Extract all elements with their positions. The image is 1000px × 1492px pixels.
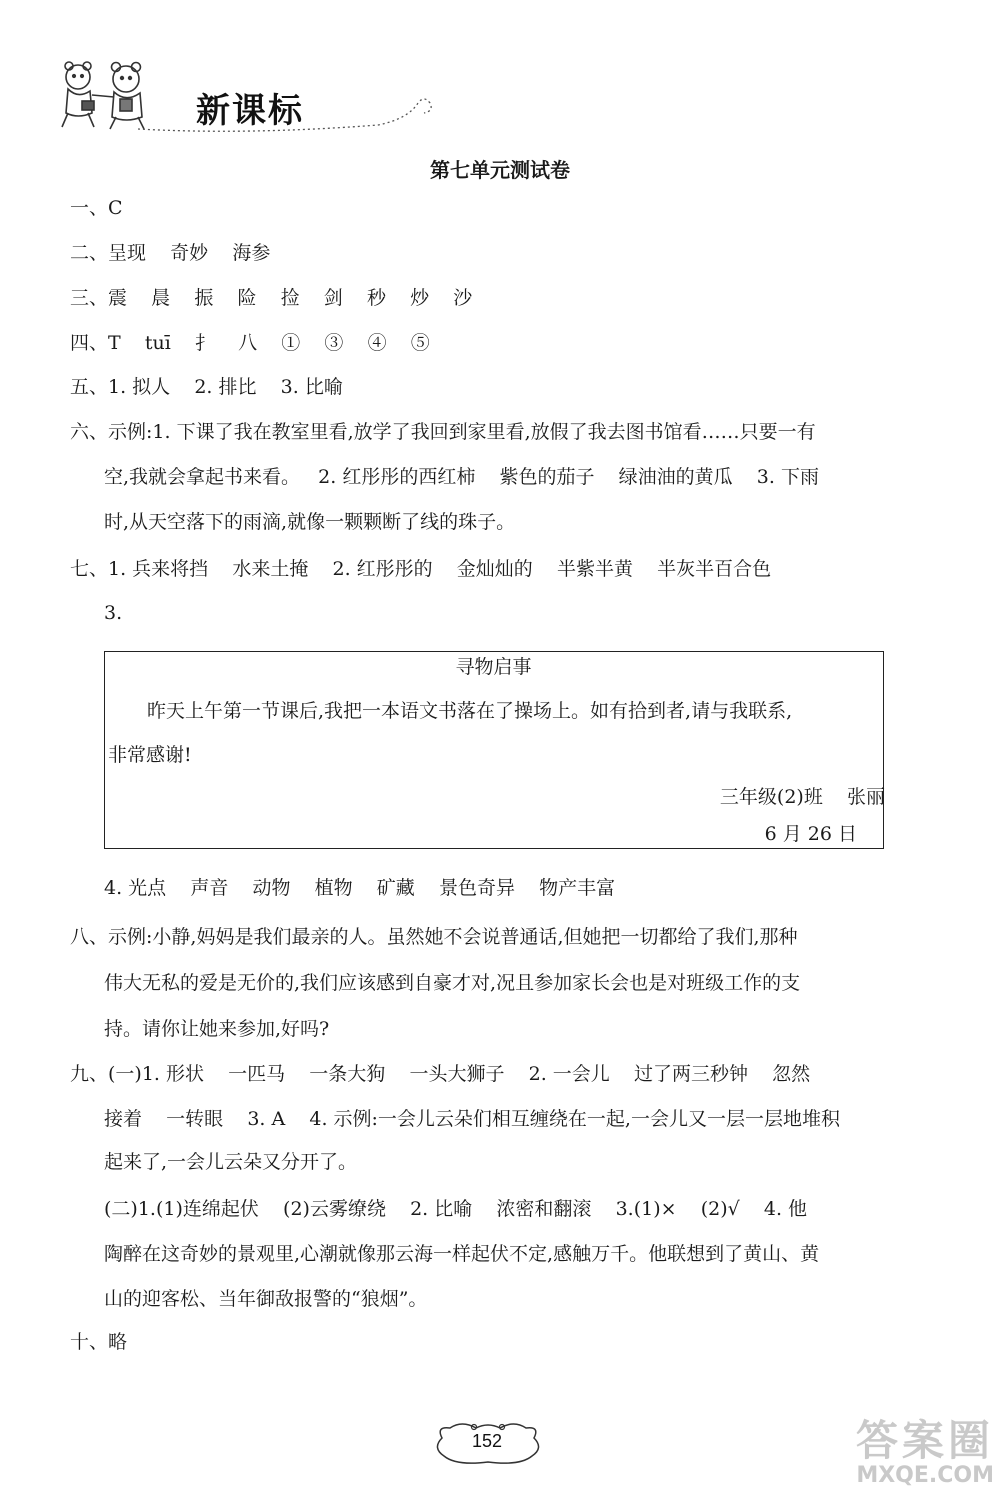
answer-line: 持。请你让她来参加,好吗? <box>104 1018 330 1040</box>
answer-line: 十、略 <box>70 1331 128 1353</box>
brand-logo: 新课标 <box>196 91 304 131</box>
answer-line: (二)1.(1)连绵起伏 (2)云雾缭绕 2. 比喻 浓密和翻滚 3.(1)× (2)√ 4. 他 <box>104 1198 808 1220</box>
notice-date: 6 月 26 日 <box>764 823 857 845</box>
notice-body: 非常感谢! <box>108 744 192 766</box>
answer-line: 接着 一转眼 3. A 4. 示例:一会儿云朵们相互缠绕在一起,一会儿又一层一层地堆积 <box>104 1108 840 1130</box>
notice-signature: 三年级(2)班 张丽 <box>719 786 885 808</box>
answer-line: 山的迎客松、当年御敌报警的“狼烟”。 <box>104 1288 428 1310</box>
header <box>48 55 448 135</box>
answer-line: 九、(一)1. 形状 一匹马 一条大狗 一头大狮子 2. 一会儿 过了两三秒钟 忽然 <box>70 1063 811 1085</box>
answer-line: 七、1. 兵来将挡 水来土掩 2. 红彤彤的 金灿灿的 半紫半黄 半灰半百合色 <box>70 558 772 580</box>
answer-line: 五、1. 拟人 2. 排比 3. 比喻 <box>70 376 343 398</box>
page-title: 第七单元测试卷 <box>430 158 570 182</box>
watermark <box>856 1418 994 1488</box>
answer-line: 陶醉在这奇妙的景观里,心潮就像那云海一样起伏不定,感触万千。他联想到了黄山、黄 <box>104 1243 820 1265</box>
lost-item-notice <box>104 651 884 849</box>
answer-line: 时,从天空落下的雨滴,就像一颗颗断了线的珠子。 <box>104 511 516 533</box>
answer-line: 二、呈现 奇妙 海参 <box>70 242 271 264</box>
answer-line: 3. <box>104 602 123 624</box>
answer-line: 一、C <box>70 197 123 219</box>
watermark-title: 答案圈 <box>855 1416 994 1465</box>
watermark-url: MXQE.COM <box>856 1463 994 1488</box>
notice-body: 昨天上午第一节课后,我把一本语文书落在了操场上。如有拾到者,请与我联系, <box>147 700 793 722</box>
answer-line: 4. 光点 声音 动物 植物 矿藏 景色奇异 物产丰富 <box>104 877 616 899</box>
answer-line: 空,我就会拿起书来看。 2. 红彤彤的西红柿 紫色的茄子 绿油油的黄瓜 3. 下雨 <box>104 466 819 488</box>
answer-line: 八、示例:小静,妈妈是我们最亲的人。虽然她不会说普通话,但她把一切都给了我们,那种 <box>70 926 798 948</box>
answer-line: 伟大无私的爱是无价的,我们应该感到自豪才对,况且参加家长会也是对班级工作的支 <box>104 972 801 994</box>
notice-heading: 寻物启事 <box>455 656 532 678</box>
answer-line: 六、示例:1. 下课了我在教室里看,放学了我回到家里看,放假了我去图书馆看……只要一有 <box>70 421 816 443</box>
page-number: 152 <box>471 1431 503 1451</box>
answer-line: 三、震 晨 振 险 捡 剑 秒 炒 沙 <box>70 287 473 309</box>
answer-line: 四、T tuī 扌 八 ① ③ ④ ⑤ <box>70 332 430 354</box>
answer-line: 起来了,一会儿云朵又分开了。 <box>104 1151 358 1173</box>
